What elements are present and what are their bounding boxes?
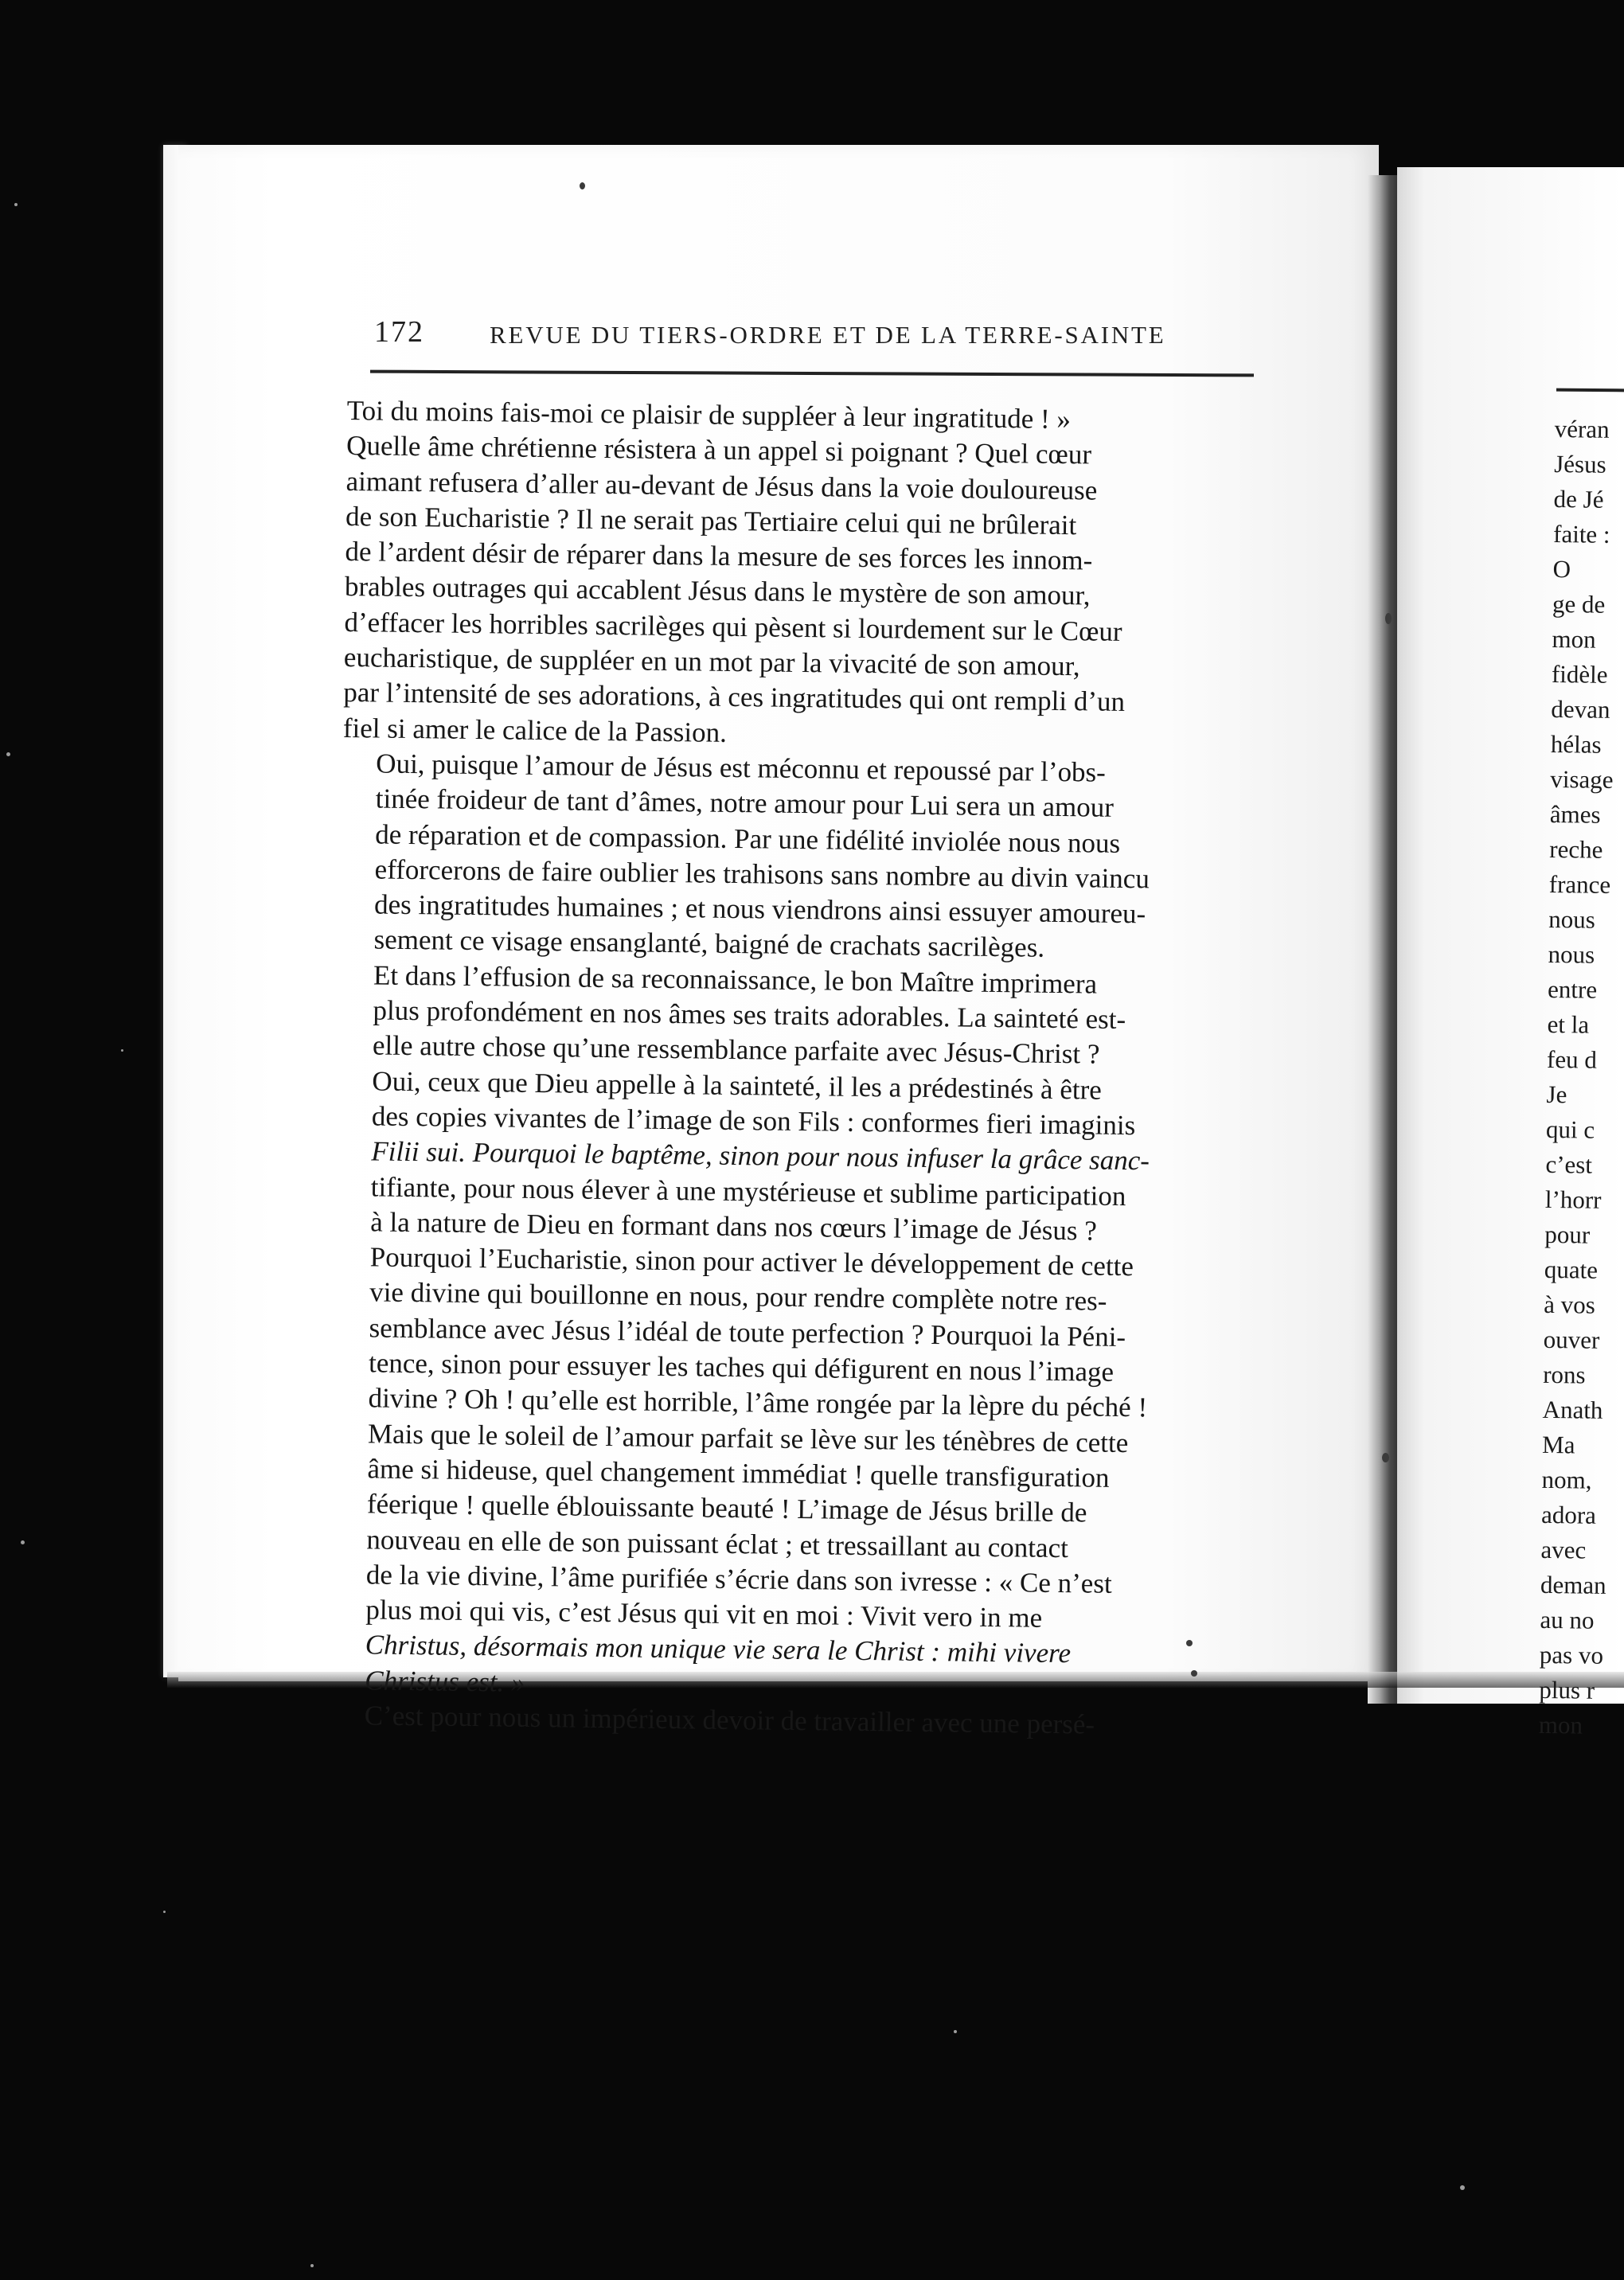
paragraph-3 bbox=[331, 958, 1247, 1709]
text-line: Christus, désormais mon unique vie sera le Christ : mihi vivere bbox=[365, 1629, 1072, 1669]
paragraph-1 bbox=[343, 393, 1255, 757]
text-line: Oui, ceux que Dieu appelle à la sainteté, il les a prédestinés à être bbox=[372, 1065, 1103, 1106]
text-line: Et dans l’effusion de sa reconnaissance, le bon Maître imprimera bbox=[373, 959, 1098, 1000]
text-line: tence, sinon pour essuyer les taches qui défigurent en nous l’image bbox=[368, 1347, 1115, 1388]
text-line: des ingratitudes humaines ; et nous viendrons ainsi essuyer amoureu- bbox=[373, 888, 1146, 930]
text-line: C’est pour nous un impérieux devoir de travailler avec une persé- bbox=[364, 1700, 1095, 1740]
ink-spot bbox=[1385, 613, 1392, 624]
text-line: plus profondément en nos âmes ses traits adorables. La sainteté est- bbox=[373, 994, 1126, 1036]
text-line: d’effacer les horribles sacrilèges qui pèsent si lourdement sur le Cœur bbox=[344, 606, 1122, 647]
text-line: feu d bbox=[1546, 1044, 1598, 1074]
text-line: devan bbox=[1551, 694, 1610, 724]
text-line: brables outrages qui accablent Jésus dans le mystère de son amour, bbox=[344, 571, 1091, 611]
text-line: vie divine qui bouillonne en nous, pour rendre complète notre res- bbox=[369, 1276, 1107, 1318]
text-line: c’est bbox=[1545, 1150, 1593, 1179]
text-line: quate bbox=[1544, 1255, 1599, 1284]
text-line: Oui, puisque l’amour de Jésus est méconnu et repoussé par l’obs- bbox=[376, 748, 1107, 788]
ink-spot bbox=[1191, 1670, 1197, 1677]
text-line: âme si hideuse, quel changement immédiat ! quelle transfiguration bbox=[367, 1453, 1110, 1493]
dust-speck bbox=[1460, 2185, 1465, 2190]
text-line: à la nature de Dieu en formant dans nos cœurs l’image de Jésus ? bbox=[370, 1206, 1098, 1247]
dust-speck bbox=[310, 2264, 314, 2267]
text-line: Pourquoi l’Eucharistie, sinon pour activer le développement de cette bbox=[369, 1241, 1134, 1282]
text-line: Anath bbox=[1542, 1395, 1603, 1424]
text-line: au no bbox=[1540, 1605, 1595, 1634]
text-line: fiel si amer le calice de la Passion. bbox=[342, 712, 728, 748]
text-line: ge de bbox=[1552, 589, 1606, 619]
dust-speck bbox=[163, 1911, 166, 1913]
right-page-rule bbox=[1556, 388, 1624, 392]
text-line: entre bbox=[1547, 974, 1598, 1004]
text-line: l’horr bbox=[1544, 1185, 1602, 1214]
text-line: nom, bbox=[1541, 1465, 1592, 1494]
text-line: nous bbox=[1548, 904, 1595, 934]
text-line: semblance avec Jésus l’idéal de toute perfection ? Pourquoi la Péni- bbox=[369, 1312, 1126, 1353]
text-line: rons bbox=[1543, 1360, 1586, 1389]
text-line: fidèle bbox=[1551, 659, 1608, 689]
text-line: qui c bbox=[1545, 1115, 1595, 1144]
ink-spot bbox=[580, 182, 585, 189]
text-line: pour bbox=[1544, 1220, 1591, 1249]
text-line: par l’intensité de ses adorations, à ces ingratitudes qui ont rempli d’un bbox=[343, 677, 1126, 718]
text-line: féerique ! quelle éblouissante beauté ! L’image de Jésus brille de bbox=[366, 1488, 1087, 1528]
text-line: et la bbox=[1547, 1009, 1590, 1039]
text-line: Je bbox=[1546, 1079, 1567, 1109]
text-line: aimant refusera d’aller au-devant de Jésus dans la voie douloureuse bbox=[345, 465, 1098, 506]
text-line: Toi du moins fais-moi ce plaisir de suppléer à leur ingratitude ! » bbox=[346, 394, 1072, 435]
text-line: ouver bbox=[1543, 1325, 1600, 1354]
text-line: mon bbox=[1538, 1710, 1583, 1739]
dust-speck bbox=[14, 203, 18, 206]
running-title: REVUE DU TIERS-ORDRE ET DE LA TERRE-SAINTE bbox=[490, 321, 1166, 349]
text-line: Christus est. » bbox=[365, 1665, 525, 1698]
paragraph-2 bbox=[340, 746, 1250, 969]
text-line: visage bbox=[1550, 764, 1614, 794]
text-line: plus r bbox=[1539, 1675, 1595, 1704]
text-line: Filii sui. Pourquoi le baptême, sinon pour nous infuser la grâce sanc- bbox=[371, 1135, 1150, 1177]
text-line: reche bbox=[1549, 834, 1603, 864]
text-line: faite : bbox=[1552, 519, 1610, 549]
text-line: Quelle âme chrétienne résistera à un appel si poignant ? Quel cœur bbox=[345, 430, 1092, 470]
text-line: eucharistique, de suppléer en un mot par la vivacité de son amour, bbox=[343, 642, 1080, 682]
text-line: nouveau en elle de son puissant éclat ; et tressaillant au contact bbox=[366, 1523, 1069, 1564]
text-line: tinée froideur de tant d’âmes, notre amour pour Lui sera un amour bbox=[375, 783, 1115, 824]
dust-speck bbox=[121, 1049, 123, 1052]
text-line: à vos bbox=[1544, 1290, 1596, 1319]
dust-speck bbox=[954, 2030, 957, 2033]
text-line: plus moi qui vis, c’est Jésus qui vit en moi : Vivit vero in me bbox=[365, 1594, 1043, 1634]
text-line: Jésus bbox=[1553, 449, 1606, 478]
text-line: des copies vivantes de l’image de son Fils : conformes fieri imaginis bbox=[371, 1100, 1136, 1142]
text-line: avec bbox=[1540, 1535, 1587, 1564]
text-line: O bbox=[1552, 554, 1571, 584]
text-line: tifiante, pour nous élever à une mystérieuse et sublime participation bbox=[370, 1170, 1126, 1212]
page-header bbox=[374, 314, 1250, 362]
text-line: Ma bbox=[1541, 1430, 1575, 1459]
text-line: de Jé bbox=[1553, 484, 1604, 513]
ink-spot bbox=[1382, 1453, 1389, 1462]
text-line: hélas bbox=[1550, 729, 1602, 759]
text-line: pas vo bbox=[1539, 1640, 1604, 1669]
text-line: de l’ardent désir de réparer dans la mesure de ses forces les innom- bbox=[345, 536, 1093, 576]
text-line: sement ce visage ensanglanté, baigné de crachats sacrilèges. bbox=[373, 923, 1045, 964]
text-line: efforcerons de faire oublier les trahisons sans nombre au divin vaincu bbox=[374, 853, 1150, 895]
text-line: de la vie divine, l’âme purifiée s’écrie dans son ivresse : « Ce n’est bbox=[365, 1559, 1112, 1599]
left-page-body bbox=[330, 393, 1254, 1744]
text-line: de réparation et de compassion. Par une fidélité inviolée nous nous bbox=[375, 818, 1121, 859]
text-line: deman bbox=[1540, 1570, 1606, 1599]
text-line: mon bbox=[1552, 624, 1596, 654]
dust-speck bbox=[21, 1540, 25, 1544]
text-line: nous bbox=[1548, 939, 1595, 969]
text-line: divine ? Oh ! qu’elle est horrible, l’âme rongée par la lèpre du péché ! bbox=[368, 1382, 1148, 1423]
dust-speck bbox=[6, 752, 10, 756]
ink-spot bbox=[1186, 1640, 1193, 1646]
text-line: adora bbox=[1540, 1500, 1597, 1529]
text-line: de son Eucharistie ? Il ne serait pas Tertiaire celui qui ne brûlerait bbox=[345, 500, 1077, 541]
text-line: elle autre chose qu’une ressemblance parfaite avec Jésus-Christ ? bbox=[372, 1029, 1100, 1070]
text-line: france bbox=[1548, 869, 1611, 899]
text-line: âmes bbox=[1549, 799, 1601, 829]
page-number: 172 bbox=[374, 315, 424, 349]
text-line: Mais que le soleil de l’amour parfait se lève sur les ténèbres de cette bbox=[367, 1418, 1129, 1458]
text-line: véran bbox=[1554, 414, 1610, 443]
